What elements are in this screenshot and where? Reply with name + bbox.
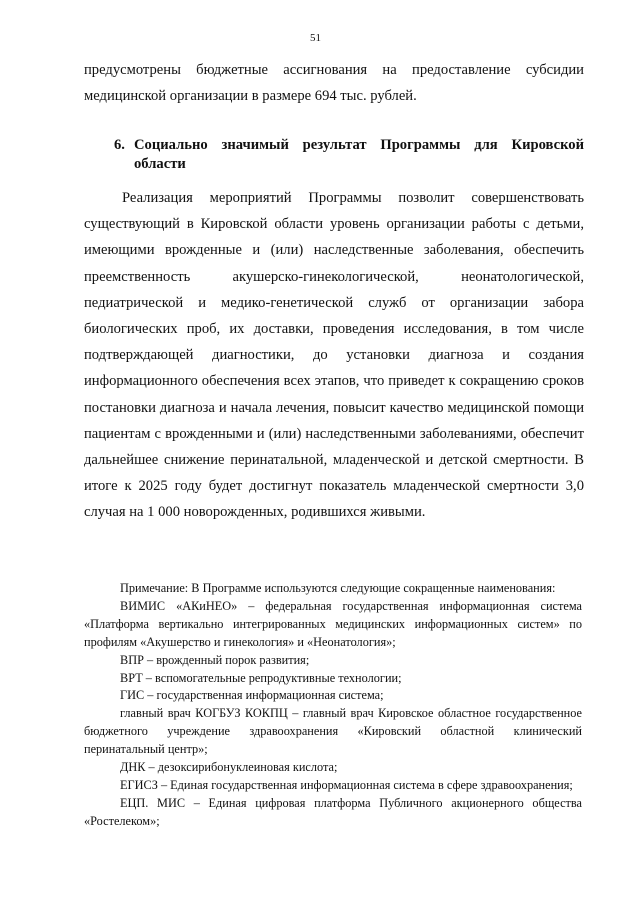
body-paragraph: Реализация мероприятий Программы позволит совершенствовать существующий в Кировской области уровень организации работы с детьми, имеющими врожденные и (или) наследственные заболевания, обеспечить преемственность акушерско-гинекологической, неонатологической, педиатрической и медико-генетической служб от организации забора биологических проб, их доставки, проведения исследования, в том числе подтверждающей диагностики, до установки диагноза и создания информационного обеспечения всех этапов, что приведет к сокращению сроков постановки диагноза и начала лечения, повысит качество медицинской помощи пациентам с врожденными и (или) наследственными заболеваниями, обеспечит дальнейшее снижение перинатальной, младенческой и детской смертности. В итоге к 2025 году будет достигнут показатель младенческой смертности 3,0 случая на 1 000 новорожденных, родившихся живыми. xyxy=(84,190,584,521)
page-number: 51 xyxy=(310,32,321,44)
body-section xyxy=(84,185,584,526)
note-item: ДНК – дезоксирибонуклеиновая кислота; xyxy=(120,760,338,775)
note-item: ВПР – врожденный порок развития; xyxy=(120,652,310,667)
note-item: ЕЦП. МИС – Единая цифровая платформа Публичного акционерного общества «Ростелеком»; xyxy=(84,795,582,828)
note-item: ВРТ – вспомогательные репродуктивные технологии; xyxy=(120,670,402,685)
intro-paragraph xyxy=(84,57,584,109)
intro-line-2: медицинской организации в размере 694 тыс. рублей. xyxy=(84,88,417,105)
note-intro: Примечание: В Программе используются следующие сокращенные наименования: xyxy=(120,581,556,595)
note-item: главный врач КОГБУЗ КОКПЦ – главный врач Кировское областное государственное бюджетного учреждение здравоохранения «Кировский областной клинический перинатальный центр»; xyxy=(84,706,582,757)
intro-line-1: предусмотрены бюджетные ассигнования на предоставление субсидии xyxy=(84,62,584,78)
section-heading xyxy=(84,136,584,174)
note-item: ВИМИС «АКиНЕО» – федеральная государственная информационная система «Платформа вертикально интегрированных медицинских информационных систем» по профилям «Акушерство и гинекология» и «Неонатология»; xyxy=(84,598,582,649)
note-block xyxy=(84,580,582,831)
note-item: ЕГИСЗ – Единая государственная информационная система в сфере здравоохранения; xyxy=(120,777,573,792)
note-item: ГИС – государственная информационная система; xyxy=(120,688,384,703)
section-number: 6. xyxy=(114,137,125,153)
section-title: Социально значимый результат Программы для Кировской области xyxy=(134,137,584,172)
